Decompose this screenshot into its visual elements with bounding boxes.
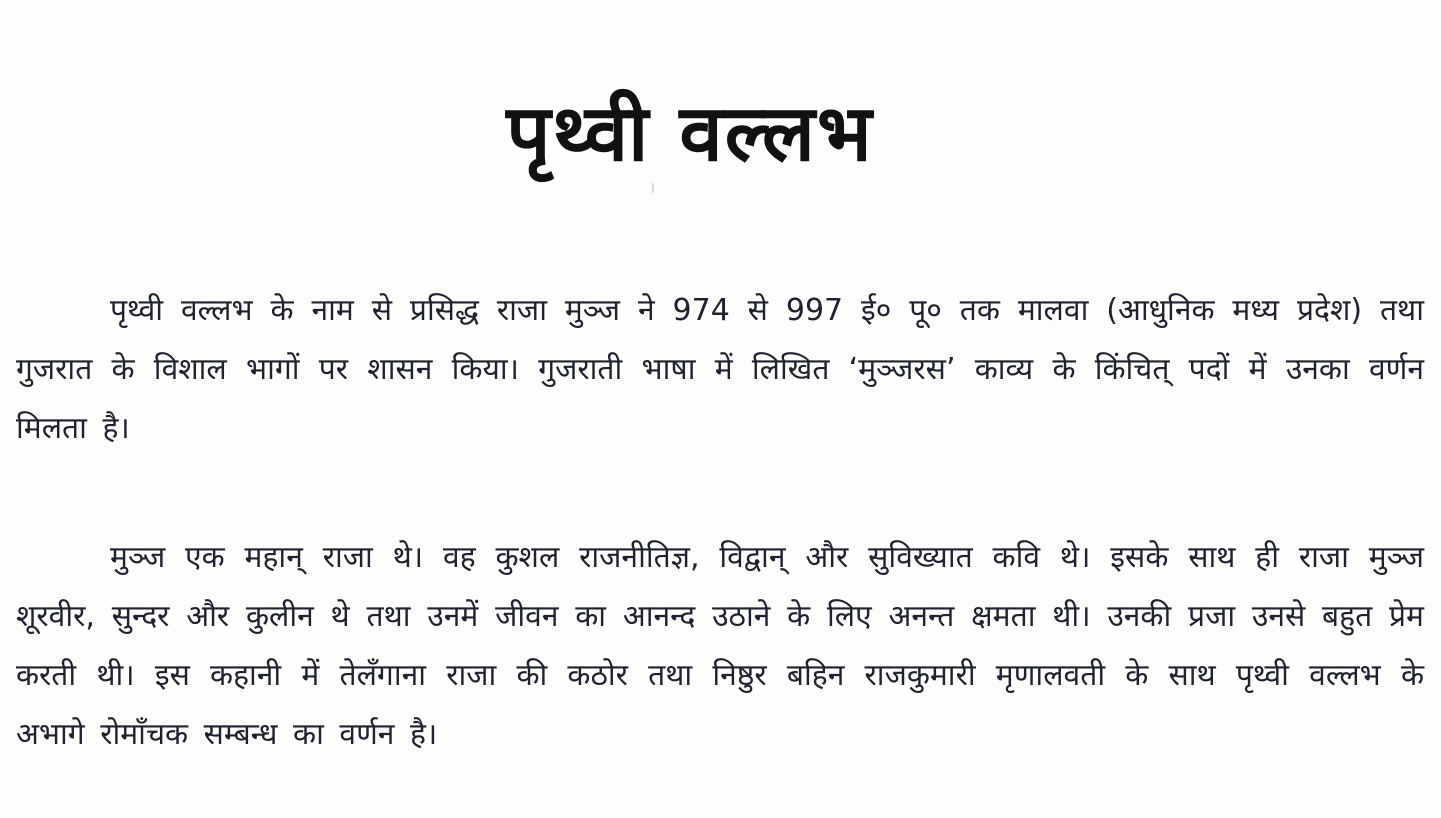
paragraph-description: मुञ्ज एक महान् राजा थे। वह कुशल राजनीतिज्ञ, विद्वान् और सुविख्यात कवि थे। इसके साथ ही राजा मुञ्ज शूरवीर, सुन्दर और कुलीन थे तथा उनमें जीवन का आनन्द उठाने के लिए अनन्त क्षमता थी। उनकी प्रजा उनसे बहुत प्रेम करती थी। इस कहानी में तेलँगाना राजा की कठोर तथा निष्ठुर बहिन राजकुमारी मृणालवती के साथ पृथ्वी वल्लभ के अभागे रोमाँचक सम्बन्ध का वर्णन है। xyxy=(16,540,1424,752)
paragraph-intro: पृथ्वी वल्लभ के नाम से प्रसिद्ध राजा मुञ्ज ने 974 से 997 ई० पू० तक मालवा (आधुनिक मध्य प्रदेश) तथा गुजरात के विशाल भागों पर शासन किया। गुजराती भाषा में लिखित ‘मुञ्जरस’ काव्य के किंचित् पदों में उनका वर्णन मिलता है। xyxy=(16,293,1424,446)
print-speck xyxy=(652,183,654,193)
page-title: पृथ्वी वल्लभ xyxy=(506,89,874,180)
